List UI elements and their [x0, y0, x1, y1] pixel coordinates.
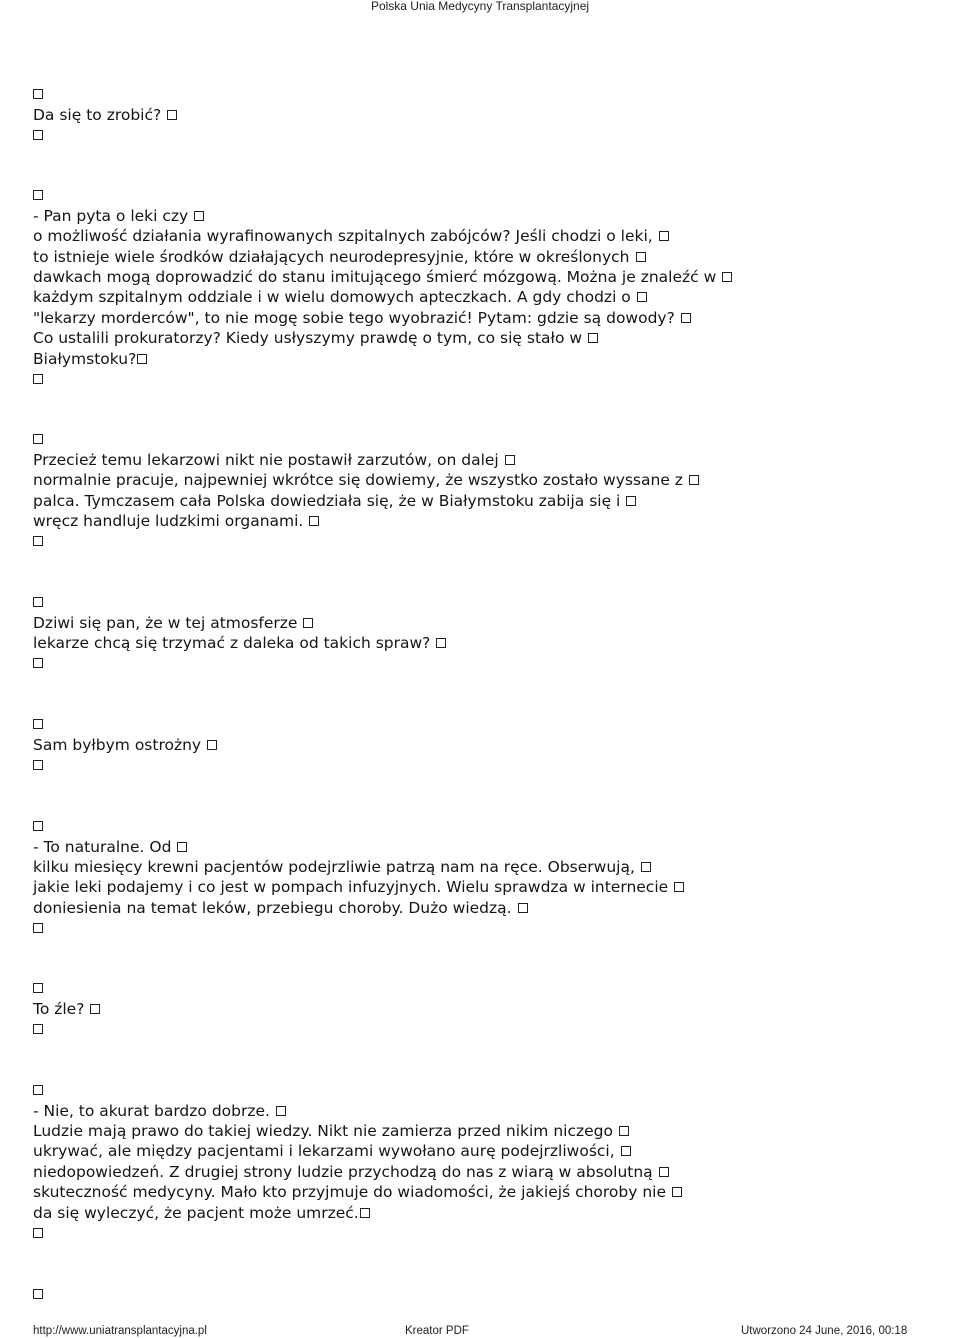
- line-text: Da się to zrobić?: [33, 106, 162, 124]
- text-line: [33, 999, 100, 1020]
- missing-glyph-box-icon: [637, 292, 647, 302]
- missing-glyph-box-icon: [360, 1208, 370, 1218]
- text-line: [33, 978, 43, 999]
- text-line: [33, 206, 204, 227]
- missing-glyph-box-icon: [33, 536, 43, 546]
- line-text: "lekarzy morderców", to nie mogę sobie tego wyobrazić! Pytam: gdzie są dowody?: [33, 309, 675, 327]
- line-text: ukrywać, ale między pacjentami i lekarzami wywołano aurę podejrzliwości,: [33, 1142, 615, 1160]
- footer-url[interactable]: http://www.uniatransplantacyjna.pl: [33, 1325, 207, 1337]
- text-line: [33, 185, 43, 206]
- missing-glyph-box-icon: [90, 1004, 100, 1014]
- text-line: [33, 653, 43, 674]
- line-text: każdym szpitalnym oddziale i w wielu domowych apteczkach. A gdy chodzi o: [33, 288, 631, 306]
- text-line: [33, 857, 651, 878]
- page-footer: [0, 1324, 960, 1338]
- missing-glyph-box-icon: [309, 516, 319, 526]
- missing-glyph-box-icon: [641, 862, 651, 872]
- missing-glyph-box-icon: [33, 1085, 43, 1095]
- line-text: Białymstoku?: [33, 350, 137, 368]
- text-line: [33, 84, 43, 105]
- missing-glyph-box-icon: [619, 1126, 629, 1136]
- missing-glyph-box-icon: [167, 110, 177, 120]
- text-line: [33, 1080, 43, 1101]
- line-text: niedopowiedzeń. Z drugiej strony ludzie przychodzą do nas z wiarą w absolutną: [33, 1163, 653, 1181]
- line-text: wręcz handluje ludzkimi organami.: [33, 512, 304, 530]
- missing-glyph-box-icon: [636, 252, 646, 262]
- missing-glyph-box-icon: [303, 618, 313, 628]
- page-header: [0, 0, 960, 12]
- text-line: [33, 105, 177, 126]
- text-line: [33, 1182, 682, 1203]
- text-line: [33, 125, 43, 146]
- missing-glyph-box-icon: [33, 1289, 43, 1299]
- missing-glyph-box-icon: [33, 1228, 43, 1238]
- missing-glyph-box-icon: [33, 190, 43, 200]
- text-line: [33, 349, 147, 370]
- missing-glyph-box-icon: [588, 333, 598, 343]
- missing-glyph-box-icon: [33, 658, 43, 668]
- text-line: [33, 816, 43, 837]
- line-text: o możliwość działania wyrafinowanych szpitalnych zabójców? Jeśli chodzi o leki,: [33, 227, 653, 245]
- missing-glyph-box-icon: [33, 130, 43, 140]
- missing-glyph-box-icon: [722, 272, 732, 282]
- text-line: [33, 918, 43, 939]
- missing-glyph-box-icon: [33, 821, 43, 831]
- missing-glyph-box-icon: [621, 1146, 631, 1156]
- missing-glyph-box-icon: [33, 434, 43, 444]
- missing-glyph-box-icon: [276, 1106, 286, 1116]
- text-line: [33, 1101, 286, 1122]
- text-line: [33, 898, 528, 919]
- text-line: [33, 613, 313, 634]
- text-line: [33, 429, 43, 450]
- text-line: [33, 1223, 43, 1244]
- text-line: [33, 470, 699, 491]
- line-text: normalnie pracuje, najpewniej wkrótce się dowiemy, że wszystko zostało wyssane z: [33, 471, 683, 489]
- line-text: To źle?: [33, 1000, 85, 1018]
- missing-glyph-box-icon: [659, 231, 669, 241]
- missing-glyph-box-icon: [33, 597, 43, 607]
- missing-glyph-box-icon: [672, 1187, 682, 1197]
- missing-glyph-box-icon: [33, 1024, 43, 1034]
- line-text: da się wyleczyć, że pacjent może umrzeć.: [33, 1204, 359, 1222]
- line-text: kilku miesięcy krewni pacjentów podejrzliwie patrzą nam na ręce. Obserwują,: [33, 858, 635, 876]
- missing-glyph-box-icon: [33, 89, 43, 99]
- text-line: [33, 308, 691, 329]
- missing-glyph-box-icon: [436, 638, 446, 648]
- line-text: - Pan pyta o leki czy: [33, 207, 189, 225]
- missing-glyph-box-icon: [207, 740, 217, 750]
- missing-glyph-box-icon: [681, 313, 691, 323]
- text-line: [33, 714, 43, 735]
- text-line: [33, 247, 646, 268]
- missing-glyph-box-icon: [137, 354, 147, 364]
- missing-glyph-box-icon: [659, 1167, 669, 1177]
- line-text: Przecież temu lekarzowi nikt nie postawił zarzutów, on dalej: [33, 451, 499, 469]
- text-line: [33, 592, 43, 613]
- text-line: [33, 491, 636, 512]
- missing-glyph-box-icon: [626, 496, 636, 506]
- line-text: Ludzie mają prawo do takiej wiedzy. Nikt nie zamierza przed nikim niczego: [33, 1122, 613, 1140]
- line-text: Dziwi się pan, że w tej atmosferze: [33, 614, 298, 632]
- missing-glyph-box-icon: [505, 455, 515, 465]
- line-text: doniesienia na temat leków, przebiegu choroby. Dużo wiedzą.: [33, 899, 512, 917]
- line-text: - To naturalne. Od: [33, 838, 172, 856]
- missing-glyph-box-icon: [518, 903, 528, 913]
- text-line: [33, 735, 217, 756]
- missing-glyph-box-icon: [33, 719, 43, 729]
- text-line: [33, 1141, 631, 1162]
- line-text: Sam byłbym ostrożny: [33, 736, 202, 754]
- header-title: Polska Unia Medycyny Transplantacyjnej: [370, 0, 590, 13]
- text-line: [33, 1284, 43, 1305]
- text-line: [33, 511, 319, 532]
- text-line: [33, 1019, 43, 1040]
- text-line: [33, 877, 684, 898]
- line-text: dawkach mogą doprowadzić do stanu imitującego śmierć mózgową. Można je znaleźć w: [33, 268, 717, 286]
- text-line: [33, 531, 43, 552]
- footer-generator: Kreator PDF: [405, 1325, 469, 1337]
- text-line: [33, 1121, 629, 1142]
- line-text: Co ustalili prokuratorzy? Kiedy usłyszymy prawdę o tym, co się stało w: [33, 329, 583, 347]
- line-text: palca. Tymczasem cała Polska dowiedziała się, że w Białymstoku zabija się i: [33, 492, 621, 510]
- text-line: [33, 633, 446, 654]
- text-line: [33, 287, 647, 308]
- text-line: [33, 1162, 669, 1183]
- line-text: lekarze chcą się trzymać z daleka od takich spraw?: [33, 634, 431, 652]
- missing-glyph-box-icon: [177, 842, 187, 852]
- text-line: [33, 328, 598, 349]
- text-line: [33, 755, 43, 776]
- missing-glyph-box-icon: [674, 882, 684, 892]
- missing-glyph-box-icon: [33, 983, 43, 993]
- missing-glyph-box-icon: [33, 760, 43, 770]
- line-text: jakie leki podajemy i co jest w pompach infuzyjnych. Wielu sprawdza w internecie: [33, 878, 669, 896]
- text-line: [33, 267, 732, 288]
- footer-created: Utworzono 24 June, 2016, 00:18: [741, 1325, 908, 1337]
- line-text: - Nie, to akurat bardzo dobrze.: [33, 1102, 270, 1120]
- missing-glyph-box-icon: [689, 475, 699, 485]
- text-line: [33, 369, 43, 390]
- text-line: [33, 450, 515, 471]
- missing-glyph-box-icon: [194, 211, 204, 221]
- missing-glyph-box-icon: [33, 374, 43, 384]
- text-line: [33, 1203, 370, 1224]
- line-text: to istnieje wiele środków działających neurodepresyjnie, które w określonych: [33, 248, 630, 266]
- missing-glyph-box-icon: [33, 923, 43, 933]
- line-text: skuteczność medycyny. Mało kto przyjmuje do wiadomości, że jakiejś choroby nie: [33, 1183, 667, 1201]
- text-line: [33, 226, 669, 247]
- text-line: [33, 837, 187, 858]
